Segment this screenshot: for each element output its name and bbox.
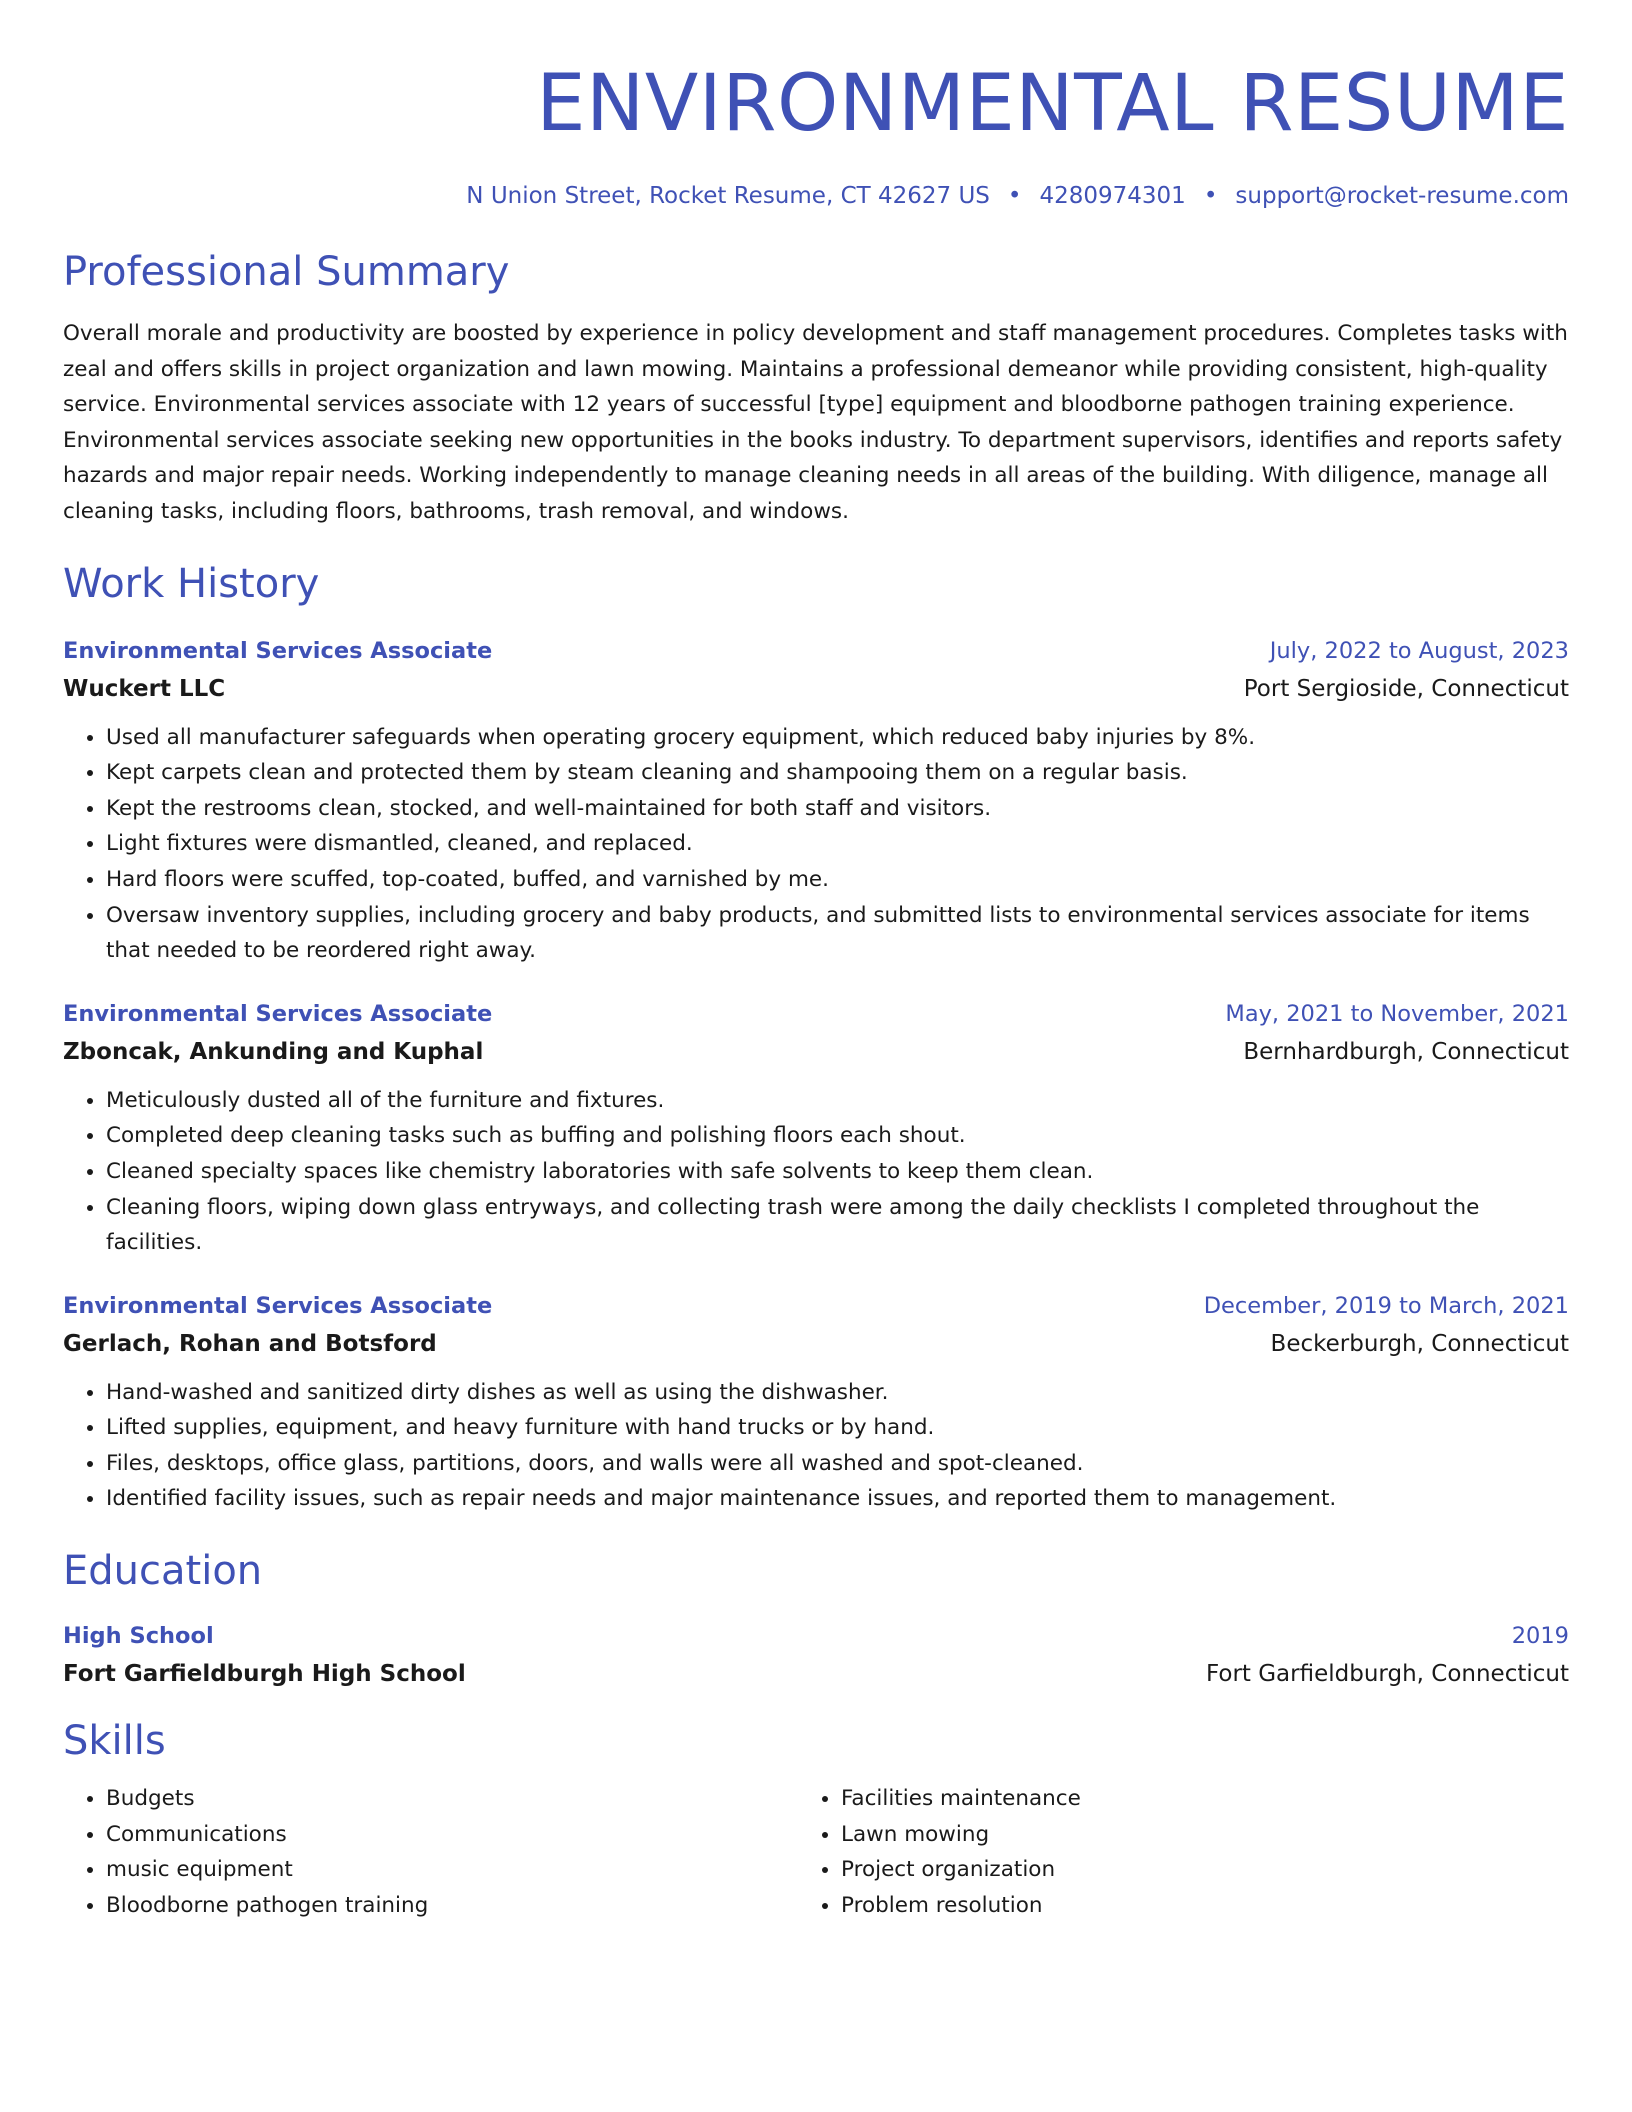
skill-item: • Bloodborne pathogen training <box>106 1888 798 1924</box>
job-bullet: • Hard floors were scuffed, top-coated, buffed, and varnished by me. <box>106 862 1569 898</box>
job-bullet-list <box>63 1083 1569 1261</box>
job-bullet-list <box>63 1375 1569 1517</box>
education-year: 2019 <box>1511 1623 1569 1650</box>
job-bullet: • Hand-washed and sanitized dirty dishes as well as using the dishwasher. <box>106 1375 1569 1411</box>
job-bullet: • Kept carpets clean and protected them by steam cleaning and shampooing them on a regular basis. <box>106 755 1569 791</box>
contact-phone: 4280974301 <box>1039 183 1186 209</box>
education-section-title: Education <box>63 1548 263 1595</box>
job-company: Gerlach, Rohan and Botsford <box>63 1330 437 1357</box>
contact-separator: • <box>1007 183 1022 209</box>
summary-text: Overall morale and productivity are boosted by experience in policy development and staff management procedures. Completes tasks with zeal and offers skills in project organization and lawn mowing. Maintains a professional demeanor while providing consistent, high-quality service. Environmental services associate with 12 years of successful [type] equipment and bloodborne pathogen training experience. Environmental services associate seeking new opportunities in the books industry. To department supervisors, identifies and reports safety hazards and major repair needs. Working independently to manage cleaning needs in all areas of the building. With diligence, manage all cleaning tasks, including floors, bathrooms, trash removal, and windows. <box>63 321 1568 524</box>
job-location: Beckerburgh, Connecticut <box>1270 1330 1569 1357</box>
skills-section-title: Skills <box>63 1718 166 1765</box>
skill-item: • Problem resolution <box>841 1888 1533 1924</box>
education-degree: High School <box>63 1623 214 1650</box>
job-bullet: • Kept the restrooms clean, stocked, and well-maintained for both staff and visitors. <box>106 791 1569 827</box>
skill-item: • Project organization <box>841 1852 1533 1888</box>
resume-name-heading: ENVIRONMENTAL RESUME <box>536 59 1569 149</box>
job-bullet-list <box>63 720 1569 969</box>
job-bullet: • Lifted supplies, equipment, and heavy furniture with hand trucks or by hand. <box>106 1410 1569 1446</box>
education-school: Fort Garfieldburgh High School <box>63 1661 466 1688</box>
job-title: Environmental Services Associate <box>63 1000 493 1027</box>
work-history-section-title: Work History <box>63 560 320 607</box>
education-location: Fort Garfieldburgh, Connecticut <box>1205 1661 1569 1688</box>
job-bullet: • Used all manufacturer safeguards when operating grocery equipment, which reduced baby injuries by 8%. <box>106 720 1569 756</box>
skills-column-left <box>63 1781 798 1923</box>
job-title: Environmental Services Associate <box>63 637 493 664</box>
job-bullet: • Light fixtures were dismantled, cleaned, and replaced. <box>106 826 1569 862</box>
job-dates: July, 2022 to August, 2023 <box>1269 637 1569 664</box>
job-company: Wuckert LLC <box>63 675 226 702</box>
job-bullet: • Meticulously dusted all of the furniture and fixtures. <box>106 1083 1569 1119</box>
contact-line <box>63 180 1569 212</box>
job-bullet: • Oversaw inventory supplies, including grocery and baby products, and submitted lists to environmental services associate for items that needed to be reordered right away. <box>106 898 1569 969</box>
job-dates: December, 2019 to March, 2021 <box>1203 1292 1569 1319</box>
job-bullet: • Identified facility issues, such as repair needs and major maintenance issues, and reported them to management. <box>106 1481 1569 1517</box>
skill-item: • music equipment <box>106 1852 798 1888</box>
job-bullet: • Cleaned specialty spaces like chemistry laboratories with safe solvents to keep them clean. <box>106 1154 1569 1190</box>
job-company: Zboncak, Ankunding and Kuphal <box>63 1038 484 1065</box>
job-location: Bernhardburgh, Connecticut <box>1243 1038 1569 1065</box>
skill-item: • Facilities maintenance <box>841 1781 1533 1817</box>
skill-item: • Communications <box>106 1817 798 1853</box>
education-entry <box>63 1617 1569 1693</box>
contact-address: N Union Street, Rocket Resume, CT 42627 US <box>466 183 990 209</box>
skill-item: • Lawn mowing <box>841 1817 1533 1853</box>
job-bullet: • Cleaning floors, wiping down glass entryways, and collecting trash were among the daily checklists I completed throughout the facilities. <box>106 1190 1569 1261</box>
job-location: Port Sergioside, Connecticut <box>1243 675 1569 702</box>
contact-email: support@rocket-resume.com <box>1235 183 1569 209</box>
skills-column-right <box>798 1781 1533 1923</box>
job-entry <box>63 995 1569 1261</box>
contact-separator: • <box>1203 183 1218 209</box>
job-dates: May, 2021 to November, 2021 <box>1225 1000 1569 1027</box>
skills-list <box>63 1781 1569 1923</box>
skill-item: • Budgets <box>106 1781 798 1817</box>
job-bullet: • Files, desktops, office glass, partitions, doors, and walls were all washed and spot-cleaned. <box>106 1446 1569 1482</box>
job-title: Environmental Services Associate <box>63 1292 493 1319</box>
job-bullet: • Completed deep cleaning tasks such as buffing and polishing floors each shout. <box>106 1118 1569 1154</box>
job-entry <box>63 1287 1569 1517</box>
summary-section-title: Professional Summary <box>63 249 510 295</box>
job-entry <box>63 632 1569 969</box>
